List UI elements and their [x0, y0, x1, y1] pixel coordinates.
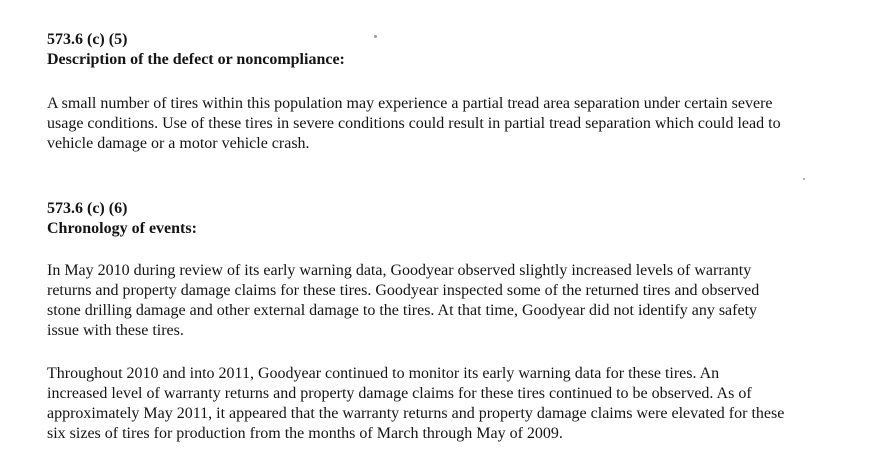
- section-5-code: 573.6 (c) (5): [47, 31, 128, 48]
- section-6-code: 573.6 (c) (6): [47, 200, 128, 217]
- paragraph-line: increased level of warranty returns and property damage claims for these tires continued to be observed. As of: [47, 385, 752, 402]
- scan-speck: [374, 35, 377, 38]
- section-5-paragraph: [47, 94, 887, 154]
- paragraph-line: approximately May 2011, it appeared that the warranty returns and property damage claims were elevated for these: [47, 405, 785, 422]
- section-5-title: Description of the defect or noncompliance:: [47, 51, 345, 68]
- paragraph-line: six sizes of tires for production from the months of March through May of 2009.: [47, 425, 563, 442]
- scan-speck: [803, 178, 805, 180]
- paragraph-line: issue with these tires.: [47, 322, 184, 339]
- paragraph-line: A small number of tires within this population may experience a partial tread area separation under certain severe: [47, 95, 773, 112]
- section-6-paragraph-2: [47, 364, 887, 444]
- paragraph-line: returns and property damage claims for these tires. Goodyear inspected some of the returned tires and observed: [47, 282, 760, 299]
- paragraph-line: usage conditions. Use of these tires in severe conditions could result in partial tread separation which could lead to: [47, 115, 781, 132]
- paragraph-line: vehicle damage or a motor vehicle crash.: [47, 135, 310, 152]
- section-6-paragraph-1: [47, 261, 887, 341]
- paragraph-line: Throughout 2010 and into 2011, Goodyear continued to monitor its early warning data for these tires. An: [47, 365, 720, 382]
- paragraph-line: In May 2010 during review of its early warning data, Goodyear observed slightly increased levels of warranty: [47, 262, 752, 279]
- paragraph-line: stone drilling damage and other external damage to the tires. At that time, Goodyear did not identify any safety: [47, 302, 758, 319]
- section-6-title: Chronology of events:: [47, 220, 197, 237]
